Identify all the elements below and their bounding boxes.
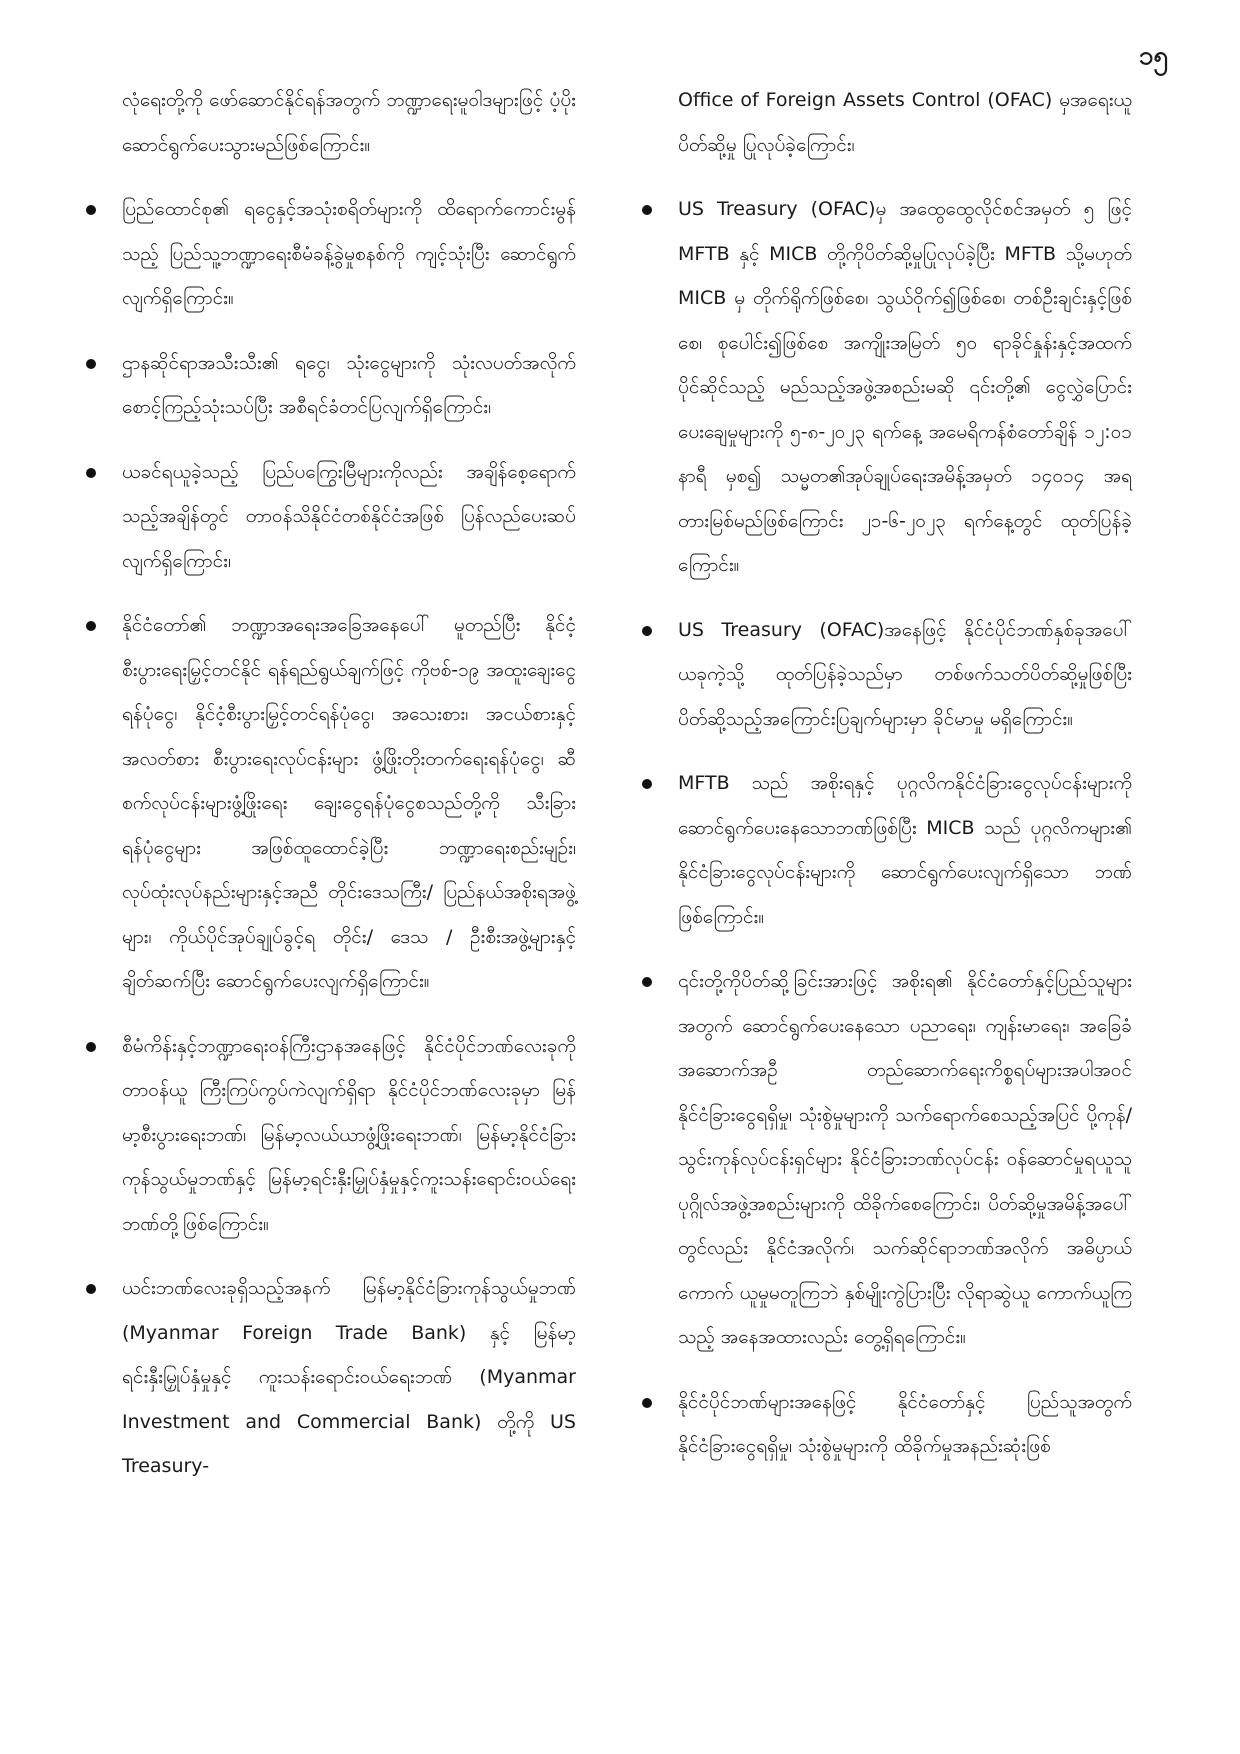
list-item [76,341,576,430]
bullet-icon [86,1042,96,1052]
bullet-icon [86,468,96,478]
list-item-text: MFTB သည် အစိုးရနှင့် ပုဂ္ဂလိကနိုင်ငံခြားငွေလုပ်ငန်းများကို ဆောင်ရွက်ပေးနေသောဘဏ်ဖြစ်ပြီး MICB သည် ပုဂ္ဂလိကများ၏ နိုင်ငံခြားငွေလုပ်ငန်းများကို ဆောင်ရွက်ပေးလျက်ရှိသော ဘဏ်ဖြစ်ကြောင်း။ [678,772,1132,928]
bullet-icon [642,205,652,215]
list-item-text: ယင်းဘဏ်လေးခုရှိသည့်အနက် မြန်မာ့နိုင်ငံခြားကုန်သွယ်မှုဘဏ် (Myanmar Foreign Trade Bank) နှင့် မြန်မာ့ရင်းနှီးမြှုပ်နှံမှုနှင့် ကူးသန်းရောင်းဝယ်ရေးဘဏ် (Myanmar Investment and Commercial Bank) တို့ကို US Treasury- [122,1277,576,1477]
list-item-text: ၎င်းတို့ကိုပိတ်ဆို့ခြင်းအားဖြင့် အစိုးရ၏ နိုင်ငံတော်နှင့်ပြည်သူများအတွက် ဆောင်ရွက်ပေးနေသော ပညာရေး၊ ကျန်းမာရေး၊ အခြေခံအဆောက်အဦ တည်ဆောက်ရေးကိစ္စရပ်များအပါအဝင် နိုင်ငံခြားငွေရရှိမှု၊ သုံးစွဲမှုများကို သက်ရောက်စေသည့်အပြင် ပို့ကုန်/သွင်းကုန်လုပ်ငန်းရှင်များ နိုင်ငံခြားဘဏ်လုပ်ငန်း ဝန်ဆောင်မှုရယူသူ ပုဂ္ဂိုလ်အဖွဲ့အစည်းများကို ထိခိုက်စေကြောင်း၊ ပိတ်ဆို့မှုအမိန့်အပေါ်တွင်လည်း နိုင်ငံအလိုက်၊ သက်ဆိုင်ရာဘဏ်အလိုက် အဓိပ္ပာယ်ကောက် ယူမှုမတူကြဘဲ နှစ်မျိုးကွဲပြားပြီး လိုရာဆွဲယူ ကောက်ယူကြသည့် အနေအထားလည်း တွေ့ရှိရကြောင်း။ [678,970,1132,1348]
list-item [632,187,1132,588]
list-item [632,608,1132,742]
bullet-icon [86,205,96,215]
bullet-icon [642,626,652,636]
list-item [76,1024,576,1247]
list-item [76,603,576,1004]
bullet-icon [86,1284,96,1294]
bullet-icon [86,359,96,369]
list-item-text: စီမံကိန်းနှင့်ဘဏ္ဍာရေးဝန်ကြီးဌာနအနေဖြင့် နိုင်ငံပိုင်ဘဏ်လေးခုကို တာဝန်ယူ ကြီးကြပ်ကွပ်ကဲလျက်ရှိရာ နိုင်ငံပိုင်ဘဏ်လေးခုမှာ မြန်မာ့စီးပွားရေးဘဏ်၊ မြန်မာ့လယ်ယာဖွံ့ဖြိုးရေးဘဏ်၊ မြန်မာ့နိုင်ငံခြားကုန်သွယ်မှုဘဏ်နှင့် မြန်မာ့ရင်းနှီးမြှုပ်နှံမှုနှင့်ကူးသန်းရောင်းဝယ်ရေးဘဏ်တို့ဖြစ်ကြောင်း။ [122,1034,576,1235]
list-item-text: ဌာနဆိုင်ရာအသီးသီး၏ ရငွေ၊ သုံးငွေများကို သုံးလပတ်အလိုက် စောင့်ကြည့်သုံးသပ်ပြီး အစီရင်ခံတင်ပြလျက်ရှိကြောင်း၊ [122,351,576,418]
list-item-text: ယခင်ရယူခဲ့သည့် ပြည်ပကြွေးမြီများကိုလည်း အချိန်စေ့ရောက်သည့်အချိန်တွင် တာဝန်သိနိုင်ငံတစ်နိုင်ငံအဖြစ် ပြန်လည်ပေးဆပ်လျက်ရှိကြောင်း၊ [122,460,576,572]
list-item [76,450,576,584]
list-item-text: US Treasury (OFAC)အနေဖြင့် နိုင်ငံပိုင်ဘဏ်နှစ်ခုအပေါ် ယခုကဲ့သို့ ထုတ်ပြန်ခဲ့သည်မှာ တစ်ဖက်သတ်ပိတ်ဆို့မှုဖြစ်ပြီး ပိတ်ဆို့သည့်အကြောင်းပြချက်များမှာ ခိုင်မာမှု မရှိကြောင်း။ [678,618,1132,730]
list-item [632,959,1132,1360]
list-item-text: နိုင်ငံပိုင်ဘဏ်များအနေဖြင့် နိုင်ငံတော်နှင့် ပြည်သူအတွက် နိုင်ငံခြားငွေရရှိမှု၊ သုံးစွဲမှုများကို ထိခိုက်မှုအနည်းဆုံးဖြစ် [678,1390,1132,1457]
left-column [76,78,576,1489]
bullet-icon [642,1398,652,1408]
list-item-text: US Treasury (OFAC)မှ အထွေထွေလိုင်စင်အမှတ် ၅ ဖြင့် MFTB နှင့် MICB တို့ကိုပိတ်ဆို့မှုပြုလုပ်ခဲ့ပြီး MFTB သို့မဟုတ် MICB မှ တိုက်ရိုက်ဖြစ်စေ၊ သွယ်ဝိုက်၍ဖြစ်စေ၊ တစ်ဦးချင်းနှင့်ဖြစ်စေ၊ စုပေါင်း၍ဖြစ်စေ အကျိုးအမြတ် ၅၀ ရာခိုင်နှုန်းနှင့်အထက်ပိုင်ဆိုင်သည့် မည်သည့်အဖွဲ့အစည်းမဆို ၎င်းတို့၏ ငွေလွှဲပြောင်းပေးချေမှုများကို ၅-၈-၂၀၂၃ ရက်နေ့ အမေရိကန်စံတော်ချိန် ၁၂:၀၁ နာရီ မှစ၍ သမ္မတ၏အုပ်ချုပ်ရေးအမိန့်အမှတ် ၁၄၀၁၄ အရတားမြစ်မည်ဖြစ်ကြောင်း ၂၁-၆-၂၀၂၃ ရက်နေ့တွင် ထုတ်ပြန်ခဲ့ကြောင်း။ [678,198,1132,576]
list-item-text: ပြည်ထောင်စု၏ ရငွေနှင့်အသုံးစရိတ်များကို ထိရောက်ကောင်းမွန်သည့် ပြည်သူ့ဘဏ္ဍာရေးစီမံခန့်ခွဲမှုစနစ်ကို ကျင့်သုံးပြီး ဆောင်ရွက်လျက်ရှိကြောင်း။ [122,198,576,309]
bullet-icon [86,621,96,631]
list-item [632,1380,1132,1469]
right-column [632,78,1132,1469]
list-item [76,1266,576,1489]
bullet-icon [642,977,652,987]
list-item [76,187,576,321]
list-item-text: နိုင်ငံတော်၏ ဘဏ္ဍာအရေးအခြေအနေပေါ် မူတည်ပြီး နိုင်ငံ့စီးပွားရေးမြှင့်တင်နိုင် ရန်ရည်ရွယ်ချက်ဖြင့် ကိုဗစ်-၁၉ အထူးချေးငွေ ရန်ပုံငွေ၊ နိုင်ငံ့စီးပွားမြှင့်တင်ရန်ပုံငွေ၊ အသေးစား၊ အငယ်စားနှင့် အလတ်စား စီးပွားရေးလုပ်ငန်းများ ဖွံ့ဖြိုးတိုးတက်ရေးရန်ပုံငွေ၊ ဆီစက်လုပ်ငန်းများဖွံ့ဖြိုးရေး ချေးငွေရန်ပုံငွေစသည်တို့ကို သီးခြားရန်ပုံငွေများ အဖြစ်ထူထောင်ခဲ့ပြီး ဘဏ္ဍာရေးစည်းမျဉ်း၊ လုပ်ထုံးလုပ်နည်းများနှင့်အညီ တိုင်းဒေသကြီး/ ပြည်နယ်အစိုးရအဖွဲ့များ၊ ကိုယ်ပိုင်အုပ်ချုပ်ခွင့်ရ တိုင်း/ ဒေသ / ဦးစီးအဖွဲ့များနှင့် ချိတ်ဆက်ပြီး ဆောင်ရွက်ပေးလျက်ရှိကြောင်း။ [122,614,576,992]
continuation-text: Office of Foreign Assets Control (OFAC) မှအရေးယူပိတ်ဆို့မှု ပြုလုပ်ခဲ့ကြောင်း၊ [678,89,1132,156]
continuation-text: လုံရေးတို့ကို ဖော်ဆောင်နိုင်ရန်အတွက် ဘဏ္ဍာရေးမူဝါဒများဖြင့် ပံ့ပိုးဆောင်ရွက်ပေးသွားမည်ဖြစ်ကြောင်း။ [122,89,576,156]
list-item [632,761,1132,939]
bullet-icon [642,779,652,789]
page-number: ၁၅ [1138,41,1168,71]
